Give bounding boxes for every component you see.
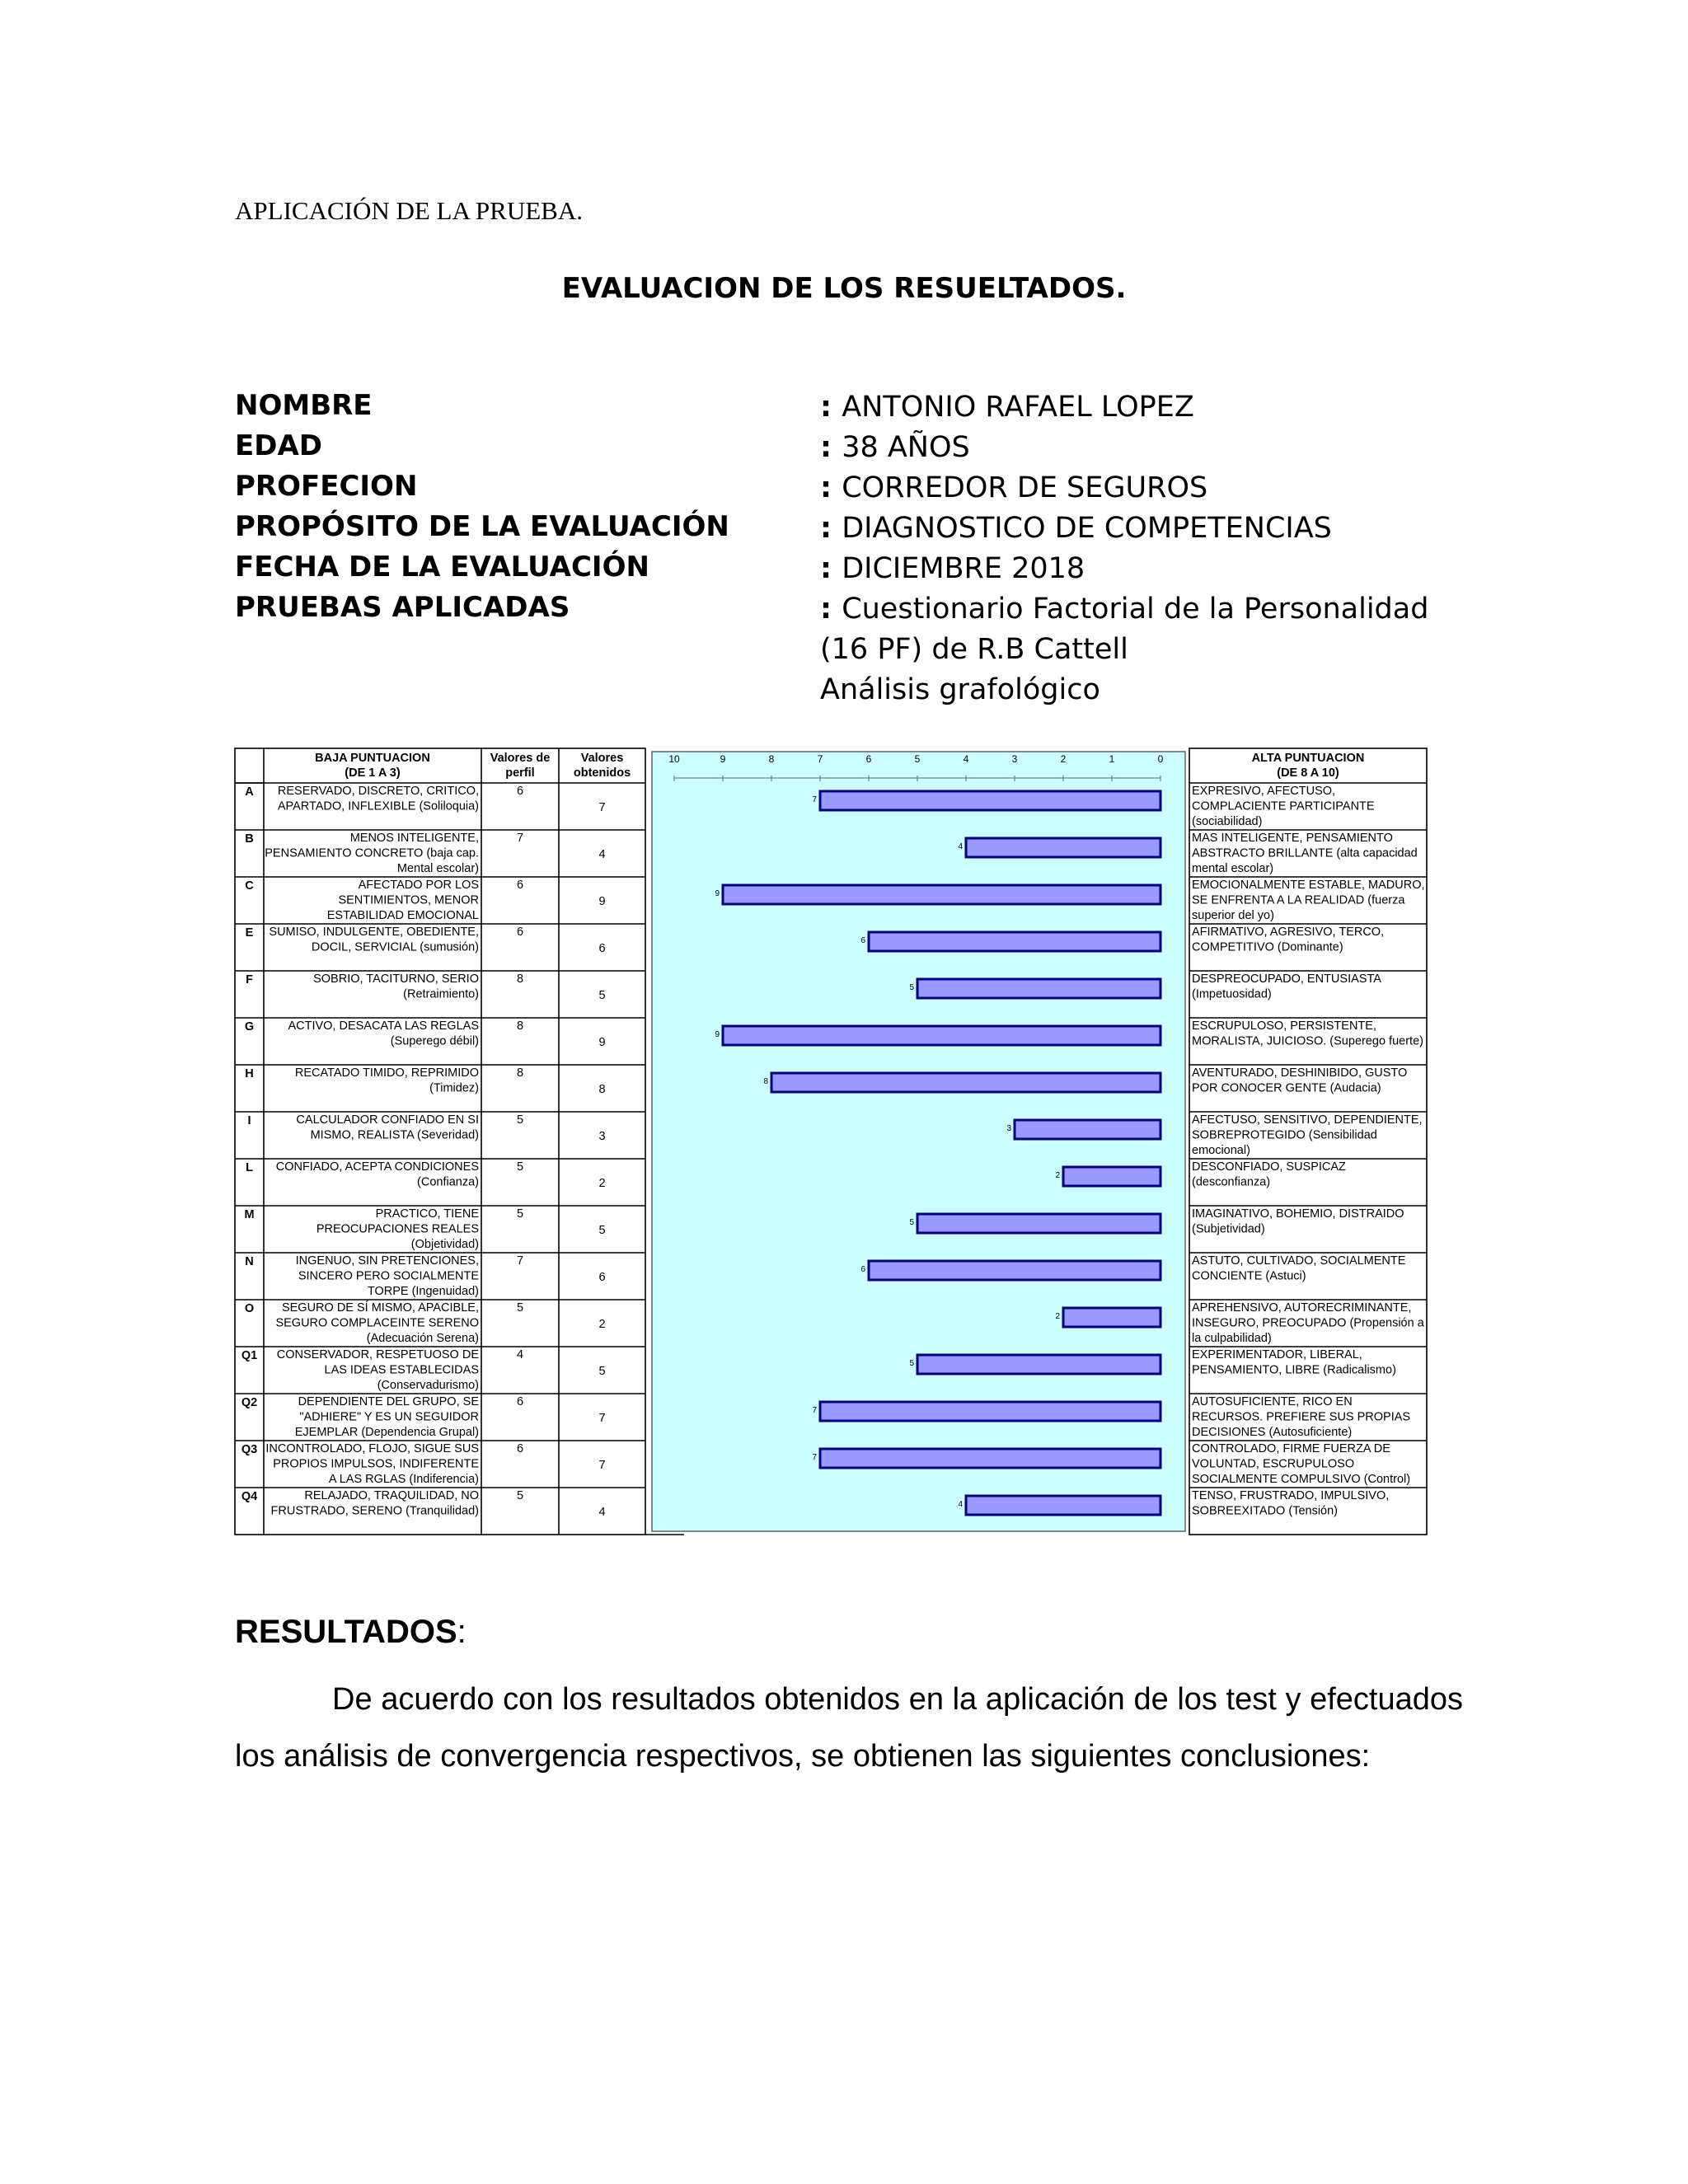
obtained-value: 4 [598, 1506, 606, 1519]
profile-value: 8 [516, 972, 524, 986]
bar-data-label: 8 [763, 1077, 768, 1086]
info-label: PRUEBAS APLICADAS [235, 591, 570, 624]
low-descriptor: RESERVADO, DISCRETO, CRITICO, [277, 785, 479, 798]
high-descriptor: IMAGINATIVO, BOHEMIO, DISTRAIDO [1192, 1207, 1404, 1221]
obtained-values-header: obtenidos [573, 766, 631, 780]
obtained-value: 6 [598, 1271, 606, 1284]
high-descriptor: APREHENSIVO, AUTORECRIMINANTE, [1192, 1301, 1412, 1315]
info-label: EDAD [235, 429, 322, 462]
low-descriptor: A LAS RGLAS (Indiferencia) [328, 1473, 479, 1486]
low-descriptor: SEGURO DE SÍ MISMO, APACIBLE, [281, 1301, 479, 1315]
x-tick-label: 9 [720, 753, 726, 765]
factor-label: A [245, 785, 254, 799]
low-descriptor: TORPE (Ingenuidad) [367, 1285, 479, 1298]
factor-label: F [246, 973, 253, 987]
profile-value: 6 [516, 1442, 524, 1455]
high-descriptor: DECISIONES (Autosuficiente) [1192, 1426, 1353, 1439]
high-descriptor: EXPERIMENTADOR, LIBERAL, [1192, 1348, 1362, 1361]
low-descriptor: DOCIL, SERVICIAL (sumusión) [311, 940, 479, 954]
low-descriptor: (Adecuación Serena) [366, 1332, 479, 1345]
low-descriptor: PROPIOS IMPULSOS, INDIFERENTE [273, 1457, 479, 1471]
bar-data-label: 7 [812, 795, 817, 804]
profile-value: 8 [516, 1019, 524, 1033]
results-heading: RESULTADOS: [235, 1614, 467, 1650]
bar-data-label: 4 [958, 842, 963, 851]
low-descriptor: INGENUO, SIN PRETENCIONES, [295, 1254, 479, 1268]
high-descriptor: DESPREOCUPADO, ENTUSIASTA [1192, 972, 1381, 986]
factor-label: N [245, 1255, 254, 1268]
high-descriptor: SOBREEXITADO (Tensión) [1192, 1504, 1339, 1518]
bar-data-label: 5 [909, 1359, 914, 1368]
high-descriptor: COMPLACIENTE PARTICIPANTE [1192, 799, 1375, 813]
x-tick-label: 8 [768, 753, 775, 765]
high-descriptor: VOLUNTAD, ESCRUPULOSO [1192, 1457, 1355, 1471]
low-descriptor: (Timidez) [429, 1081, 479, 1095]
high-score-header: (DE 8 A 10) [1277, 766, 1339, 780]
page-title: EVALUACION DE LOS RESUELTADOS. [561, 272, 1127, 305]
bar-data-label: 6 [860, 936, 865, 945]
high-descriptor: CONCIENTE (Astuci) [1192, 1269, 1306, 1283]
low-score-header: (DE 1 A 3) [345, 766, 401, 780]
profile-value: 6 [516, 879, 524, 892]
factor-label: O [244, 1302, 255, 1315]
bar-factor-g [723, 1026, 1160, 1045]
profile-value: 7 [516, 1254, 524, 1268]
low-descriptor: PREOCUPACIONES REALES [316, 1222, 479, 1236]
bar-factor-b [966, 838, 1160, 857]
high-descriptor: TENSO, FRUSTRADO, IMPULSIVO, [1192, 1489, 1390, 1502]
high-descriptor: INSEGURO, PREOCUPADO (Propensión a [1192, 1316, 1424, 1330]
obtained-value: 5 [598, 1365, 606, 1378]
profile-value: 5 [516, 1160, 524, 1174]
bar-data-label: 2 [1055, 1312, 1060, 1321]
high-descriptor: AFECTUSO, SENSITIVO, DEPENDIENTE, [1192, 1113, 1423, 1127]
factor-label: E [245, 926, 254, 940]
low-descriptor: DEPENDIENTE DEL GRUPO, SE [298, 1395, 479, 1408]
obtained-values-header: Valores [580, 752, 624, 765]
bar-factor-q1 [917, 1355, 1160, 1374]
low-descriptor: MISMO, REALISTA (Severidad) [310, 1128, 479, 1142]
factor-label: G [244, 1020, 255, 1033]
low-descriptor: PENSAMIENTO CONCRETO (baja cap. [265, 846, 479, 860]
profile-value: 5 [516, 1113, 524, 1127]
profile-values-header: perfil [505, 766, 535, 780]
profile-value: 6 [516, 1395, 524, 1408]
factor-label: H [245, 1067, 254, 1080]
high-descriptor: RECURSOS. PREFIERE SUS PROPIAS [1192, 1410, 1411, 1424]
bar-data-label: 7 [812, 1453, 817, 1462]
bar-factor-i [1015, 1120, 1160, 1139]
low-descriptor: (Conservadurismo) [377, 1379, 479, 1392]
obtained-value: 2 [598, 1177, 606, 1190]
bar-factor-n [869, 1261, 1160, 1280]
low-descriptor: SOBRIO, TACITURNO, SERIO [313, 972, 479, 986]
high-descriptor: emocional) [1192, 1144, 1250, 1157]
high-descriptor: SOCIALMENTE COMPULSIVO (Control) [1192, 1473, 1411, 1486]
bar-factor-a [820, 791, 1160, 810]
profile-value: 7 [516, 832, 524, 845]
low-descriptor: (Objetividad) [410, 1238, 479, 1251]
obtained-value: 7 [598, 801, 606, 814]
profile-value: 4 [516, 1348, 524, 1361]
profile-value: 6 [516, 926, 524, 939]
obtained-value: 4 [598, 848, 606, 861]
x-tick-label: 0 [1157, 753, 1164, 765]
factor-label: C [245, 879, 254, 893]
low-descriptor: ACTIVO, DESACATA LAS REGLAS [288, 1019, 479, 1033]
high-descriptor: la culpabilidad) [1192, 1332, 1272, 1345]
factor-label: M [244, 1208, 255, 1221]
x-tick-label: 7 [817, 753, 823, 765]
obtained-value: 3 [598, 1130, 606, 1143]
obtained-value: 5 [598, 989, 606, 1002]
info-value: : DICIEMBRE 2018 [820, 552, 1085, 585]
x-tick-label: 1 [1109, 753, 1115, 765]
low-descriptor: SUMISO, INDULGENTE, OBEDIENTE, [269, 926, 479, 939]
obtained-value: 8 [598, 1083, 606, 1096]
low-descriptor: (Retraimiento) [403, 987, 479, 1001]
info-value: : Cuestionario Factorial de la Personalidad (16 PF) de R.B Cattell Análisis grafológico [820, 593, 1429, 706]
profile-value: 5 [516, 1301, 524, 1315]
low-descriptor: SEGURO COMPLACEINTE SERENO [275, 1316, 479, 1330]
high-descriptor: CONTROLADO, FIRME FUERZA DE [1192, 1442, 1390, 1455]
low-descriptor: SINCERO PERO SOCIALMENTE [298, 1269, 479, 1283]
bar-factor-q2 [820, 1402, 1160, 1421]
factor-label: Q2 [241, 1396, 258, 1409]
high-descriptor: COMPETITIVO (Dominante) [1192, 940, 1343, 954]
x-tick-label: 5 [914, 753, 921, 765]
low-descriptor: (Superego débil) [390, 1034, 479, 1048]
high-descriptor: (desconfianza) [1192, 1175, 1271, 1189]
info-value: : CORREDOR DE SEGUROS [820, 471, 1208, 504]
factor-label: I [247, 1114, 251, 1127]
high-descriptor: (Impetuosidad) [1192, 987, 1272, 1001]
profile-value: 5 [516, 1489, 524, 1502]
x-tick-label: 4 [963, 753, 969, 765]
info-label: PROPÓSITO DE LA EVALUACIÓN [235, 510, 729, 543]
high-descriptor: ABSTRACTO BRILLANTE (alta capacidad [1192, 846, 1418, 860]
info-value: : 38 AÑOS [820, 431, 970, 464]
x-tick-label: 10 [668, 753, 680, 765]
low-descriptor: MENOS INTELIGENTE, [349, 832, 479, 845]
intro-heading: APLICACIÓN DE LA PRUEBA. [235, 196, 583, 225]
bar-data-label: 6 [860, 1265, 865, 1274]
factor-label: B [245, 832, 254, 846]
low-descriptor: LAS IDEAS ESTABLECIDAS [324, 1363, 479, 1377]
low-descriptor: EJEMPLAR (Dependencia Grupal) [294, 1426, 479, 1439]
bar-data-label: 9 [715, 889, 720, 898]
profile-value: 8 [516, 1066, 524, 1080]
low-descriptor: PRACTICO, TIENE [375, 1207, 479, 1221]
factor-label: L [246, 1161, 253, 1174]
high-descriptor: EMOCIONALMENTE ESTABLE, MADURO, [1192, 879, 1425, 892]
bar-data-label: 4 [958, 1500, 963, 1509]
high-score-header: ALTA PUNTUACION [1251, 752, 1365, 765]
high-descriptor: SE ENFRENTA A LA REALIDAD (fuerza [1192, 893, 1405, 907]
bar-factor-q4 [966, 1496, 1160, 1515]
obtained-value: 2 [598, 1318, 606, 1331]
info-value: : DIAGNOSTICO DE COMPETENCIAS [820, 512, 1332, 545]
bar-factor-o [1063, 1308, 1160, 1327]
high-descriptor: AVENTURADO, DESHINIBIDO, GUSTO [1192, 1066, 1408, 1080]
bar-data-label: 9 [715, 1030, 720, 1039]
info-label: NOMBRE [235, 389, 373, 422]
low-descriptor: APARTADO, INFLEXIBLE (Soliloquia) [277, 799, 479, 813]
low-descriptor: CONSERVADOR, RESPETUOSO DE [276, 1348, 479, 1361]
low-descriptor: FRUSTRADO, SERENO (Tranquilidad) [270, 1504, 479, 1518]
high-descriptor: MORALISTA, JUICIOSO. (Superego fuerte) [1192, 1034, 1423, 1048]
obtained-value: 6 [598, 942, 606, 955]
bar-factor-c [723, 885, 1160, 904]
high-descriptor: ESCRUPULOSO, PERSISTENTE, [1192, 1019, 1376, 1033]
profile-value: 5 [516, 1207, 524, 1221]
bar-factor-m [917, 1214, 1160, 1233]
low-descriptor: RECATADO TIMIDO, REPRIMIDO [294, 1066, 479, 1080]
info-label: PROFECION [235, 470, 418, 503]
bar-data-label: 7 [812, 1406, 817, 1415]
high-descriptor: (Subjetividad) [1192, 1222, 1265, 1236]
obtained-value: 7 [598, 1459, 606, 1472]
low-descriptor: AFECTADO POR LOS [358, 879, 479, 892]
high-descriptor: (sociabilidad) [1192, 815, 1263, 828]
bar-data-label: 3 [1006, 1124, 1011, 1133]
bar-data-label: 5 [909, 983, 914, 992]
obtained-value: 9 [598, 895, 606, 908]
factor-label: Q4 [241, 1490, 258, 1503]
factor-label: Q1 [241, 1349, 258, 1362]
high-descriptor: PENSAMIENTO, LIBRE (Radicalismo) [1192, 1363, 1396, 1377]
high-descriptor: AFIRMATIVO, AGRESIVO, TERCO, [1192, 926, 1385, 939]
high-descriptor: ASTUTO, CULTIVADO, SOCIALMENTE [1192, 1254, 1406, 1268]
low-descriptor: ESTABILIDAD EMOCIONAL [326, 909, 479, 922]
bar-factor-e [869, 932, 1160, 951]
low-descriptor: CONFIADO, ACEPTA CONDICIONES [275, 1160, 479, 1174]
bar-factor-q3 [820, 1449, 1160, 1468]
bar-data-label: 2 [1055, 1171, 1060, 1180]
bar-factor-h [771, 1073, 1160, 1092]
x-tick-label: 3 [1011, 753, 1018, 765]
factor-label: Q3 [241, 1443, 258, 1456]
high-descriptor: superior del yo) [1192, 909, 1274, 922]
low-descriptor: RELAJADO, TRAQUILIDAD, NO [304, 1489, 479, 1502]
high-descriptor: SOBREPROTEGIDO (Sensibilidad [1192, 1128, 1377, 1142]
info-label: FECHA DE LA EVALUACIÓN [235, 551, 649, 583]
low-descriptor: INCONTROLADO, FLOJO, SIGUE SUS [265, 1442, 479, 1455]
x-tick-label: 2 [1060, 753, 1067, 765]
obtained-value: 9 [598, 1036, 606, 1049]
info-value: : ANTONIO RAFAEL LOPEZ [820, 391, 1194, 424]
high-descriptor: DESCONFIADO, SUSPICAZ [1192, 1160, 1346, 1174]
obtained-value: 5 [598, 1224, 606, 1237]
low-descriptor: CALCULADOR CONFIADO EN SI [296, 1113, 479, 1127]
low-score-header: BAJA PUNTUACION [315, 752, 430, 765]
low-descriptor: Mental escolar) [396, 862, 479, 875]
info-extra: Análisis grafológico [820, 673, 1100, 706]
high-descriptor: mental escolar) [1192, 862, 1274, 875]
low-descriptor: SENTIMIENTOS, MENOR [338, 893, 479, 907]
bar-data-label: 5 [909, 1218, 914, 1227]
bar-factor-l [1063, 1167, 1160, 1186]
low-descriptor: (Confianza) [417, 1175, 479, 1189]
low-descriptor: "ADHIERE" Y ES UN SEGUIDOR [299, 1410, 479, 1424]
obtained-value: 7 [598, 1412, 606, 1425]
high-descriptor: EXPRESIVO, AFECTUSO, [1192, 785, 1336, 798]
profile-value: 6 [516, 785, 524, 798]
results-paragraph: De acuerdo con los resultados obtenidos en la aplicación de los test y efectuados los análisis de convergencia respectivos, se obtienen las siguientes conclusiones: [235, 1682, 1463, 1774]
high-descriptor: POR CONOCER GENTE (Audacia) [1192, 1081, 1381, 1095]
high-descriptor: AUTOSUFICIENTE, RICO EN [1192, 1395, 1353, 1408]
profile-values-header: Valores de [490, 752, 551, 765]
high-descriptor: MAS INTELIGENTE, PENSAMIENTO [1192, 832, 1393, 845]
x-tick-label: 6 [865, 753, 872, 765]
bar-factor-f [917, 979, 1160, 998]
